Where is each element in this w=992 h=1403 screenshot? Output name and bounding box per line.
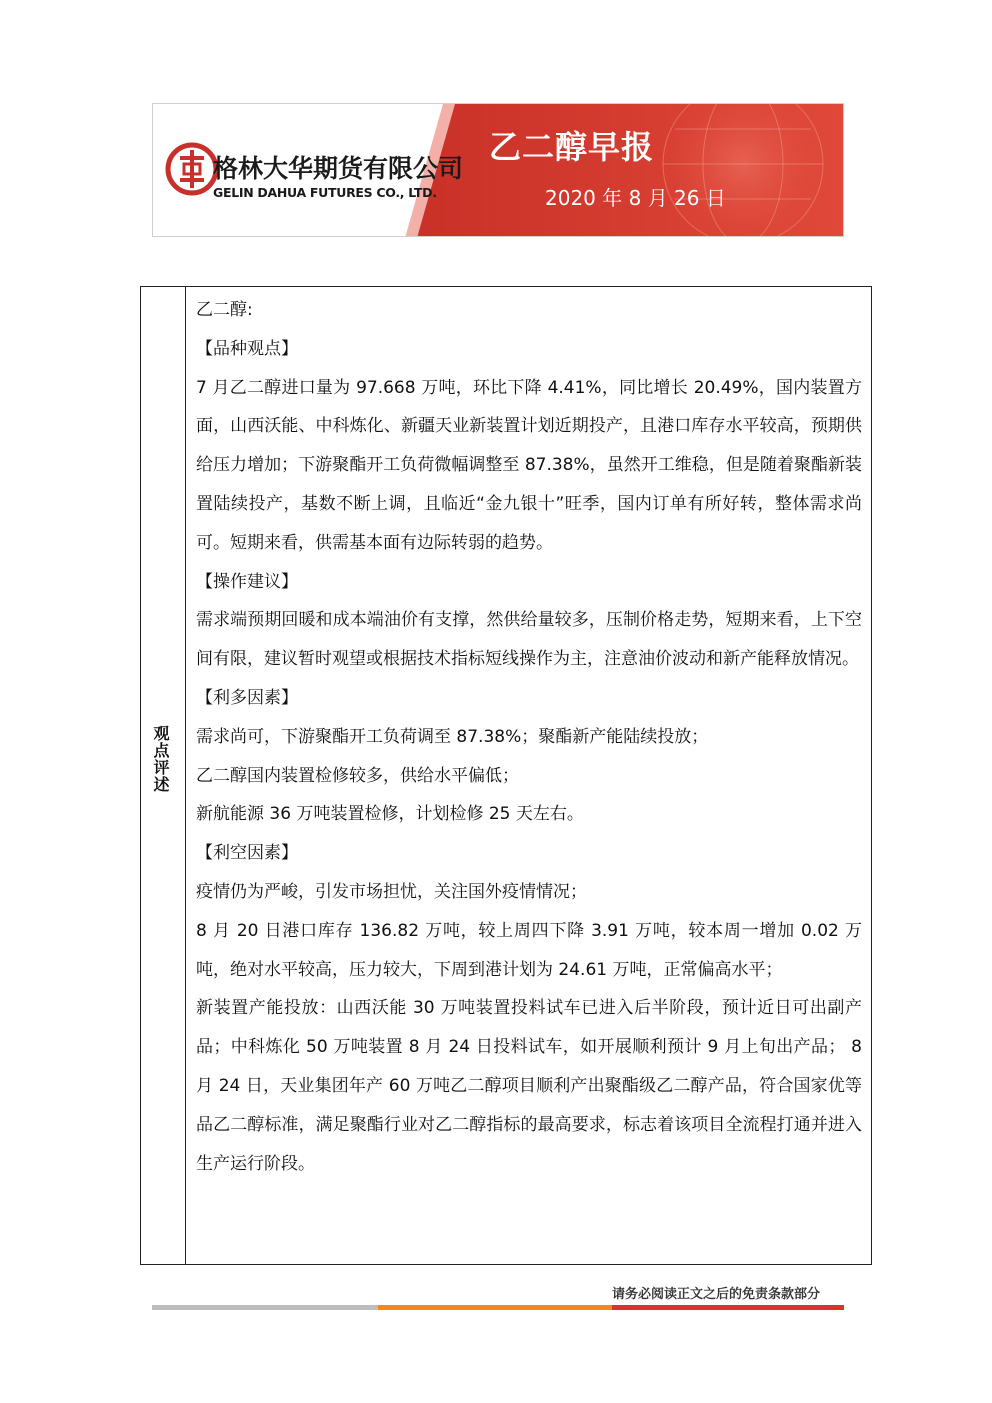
- side-column: [141, 287, 186, 1264]
- footer-bar-orange: [378, 1305, 612, 1310]
- advice-heading: 【操作建议】: [196, 571, 298, 592]
- commentary-body: [196, 291, 862, 1183]
- commentary-table: [140, 286, 872, 1265]
- company-name-en: GELIN DAHUA FUTURES CO., LTD.: [213, 185, 437, 200]
- company-name-cn: 格林大华期货有限公司: [213, 154, 464, 183]
- bullish-item: 乙二醇国内装置检修较多，供给水平偏低；: [196, 765, 519, 786]
- bearish-item: 疫情仍为严峻，引发市场担忧，关注国外疫情情况；: [196, 881, 587, 902]
- bearish-item: 8 月 20 日港口库存 136.82 万吨，较上周四下降 3.91 万吨，较本周一增加 0.02 万吨，绝对水平较高，压力较大，下周到港计划为 24.61 万吨，正常偏高水平；: [196, 920, 862, 980]
- bullish-heading: 【利多因素】: [196, 687, 298, 708]
- side-label: 观点评述: [151, 725, 170, 793]
- view-heading: 【品种观点】: [196, 338, 298, 359]
- bearish-heading: 【利空因素】: [196, 843, 298, 864]
- report-date: 2020 年 8 月 26 日: [545, 186, 726, 210]
- advice-text: 需求端预期回暖和成本端油价有支撑，然供给量较多，压制价格走势，短期来看，上下空间有限，建议暂时观望或根据技术指标短线操作为主，注意油价波动和新产能释放情况。: [196, 610, 862, 670]
- bullish-item: 需求尚可，下游聚酯开工负荷调至 87.38%；聚酯新产能陆续投放；: [196, 726, 709, 747]
- footer-bar-gray: [152, 1305, 378, 1310]
- disclaimer-note: 请务必阅读正文之后的免责条款部分: [612, 1287, 821, 1302]
- bearish-item: 新装置产能投放：山西沃能 30 万吨装置投料试车已进入后半阶段，预计近日可出副产品；中科炼化 50 万吨装置 8 月 24 日投料试车，如开展顺利预计 9 月上旬出产品； 8 月 24 日，天业集团年产 60 万吨乙二醇项目顺利产出聚酯级乙二醇产品，符合国家优等品乙二醇标准，满足聚酯行业对乙二醇指标的最高要求，标志着该项目全流程打通并进入生产运行阶段。: [196, 998, 862, 1174]
- footer-bar-red: [612, 1305, 844, 1310]
- bullish-item: 新航能源 36 万吨装置检修，计划检修 25 天左右。: [196, 804, 584, 825]
- company-logo-icon: [165, 142, 219, 196]
- header-banner: [152, 103, 844, 237]
- report-title: 乙二醇早报: [489, 128, 655, 166]
- view-text: 7 月乙二醇进口量为 97.668 万吨，环比下降 4.41%，同比增长 20.49%，国内装置方面，山西沃能、中科炼化、新疆天业新装置计划近期投产，且港口库存水平较高，预期供给压力增加；下游聚酯开工负荷微幅调整至 87.38%，虽然开工维稳，但是随着聚酯新装置陆续投产，基数不断上调，且临近“金九银十”旺季，国内订单有所好转，整体需求尚可。短期来看，供需基本面有边际转弱的趋势。: [196, 377, 862, 553]
- product-label: 乙二醇:: [196, 300, 253, 320]
